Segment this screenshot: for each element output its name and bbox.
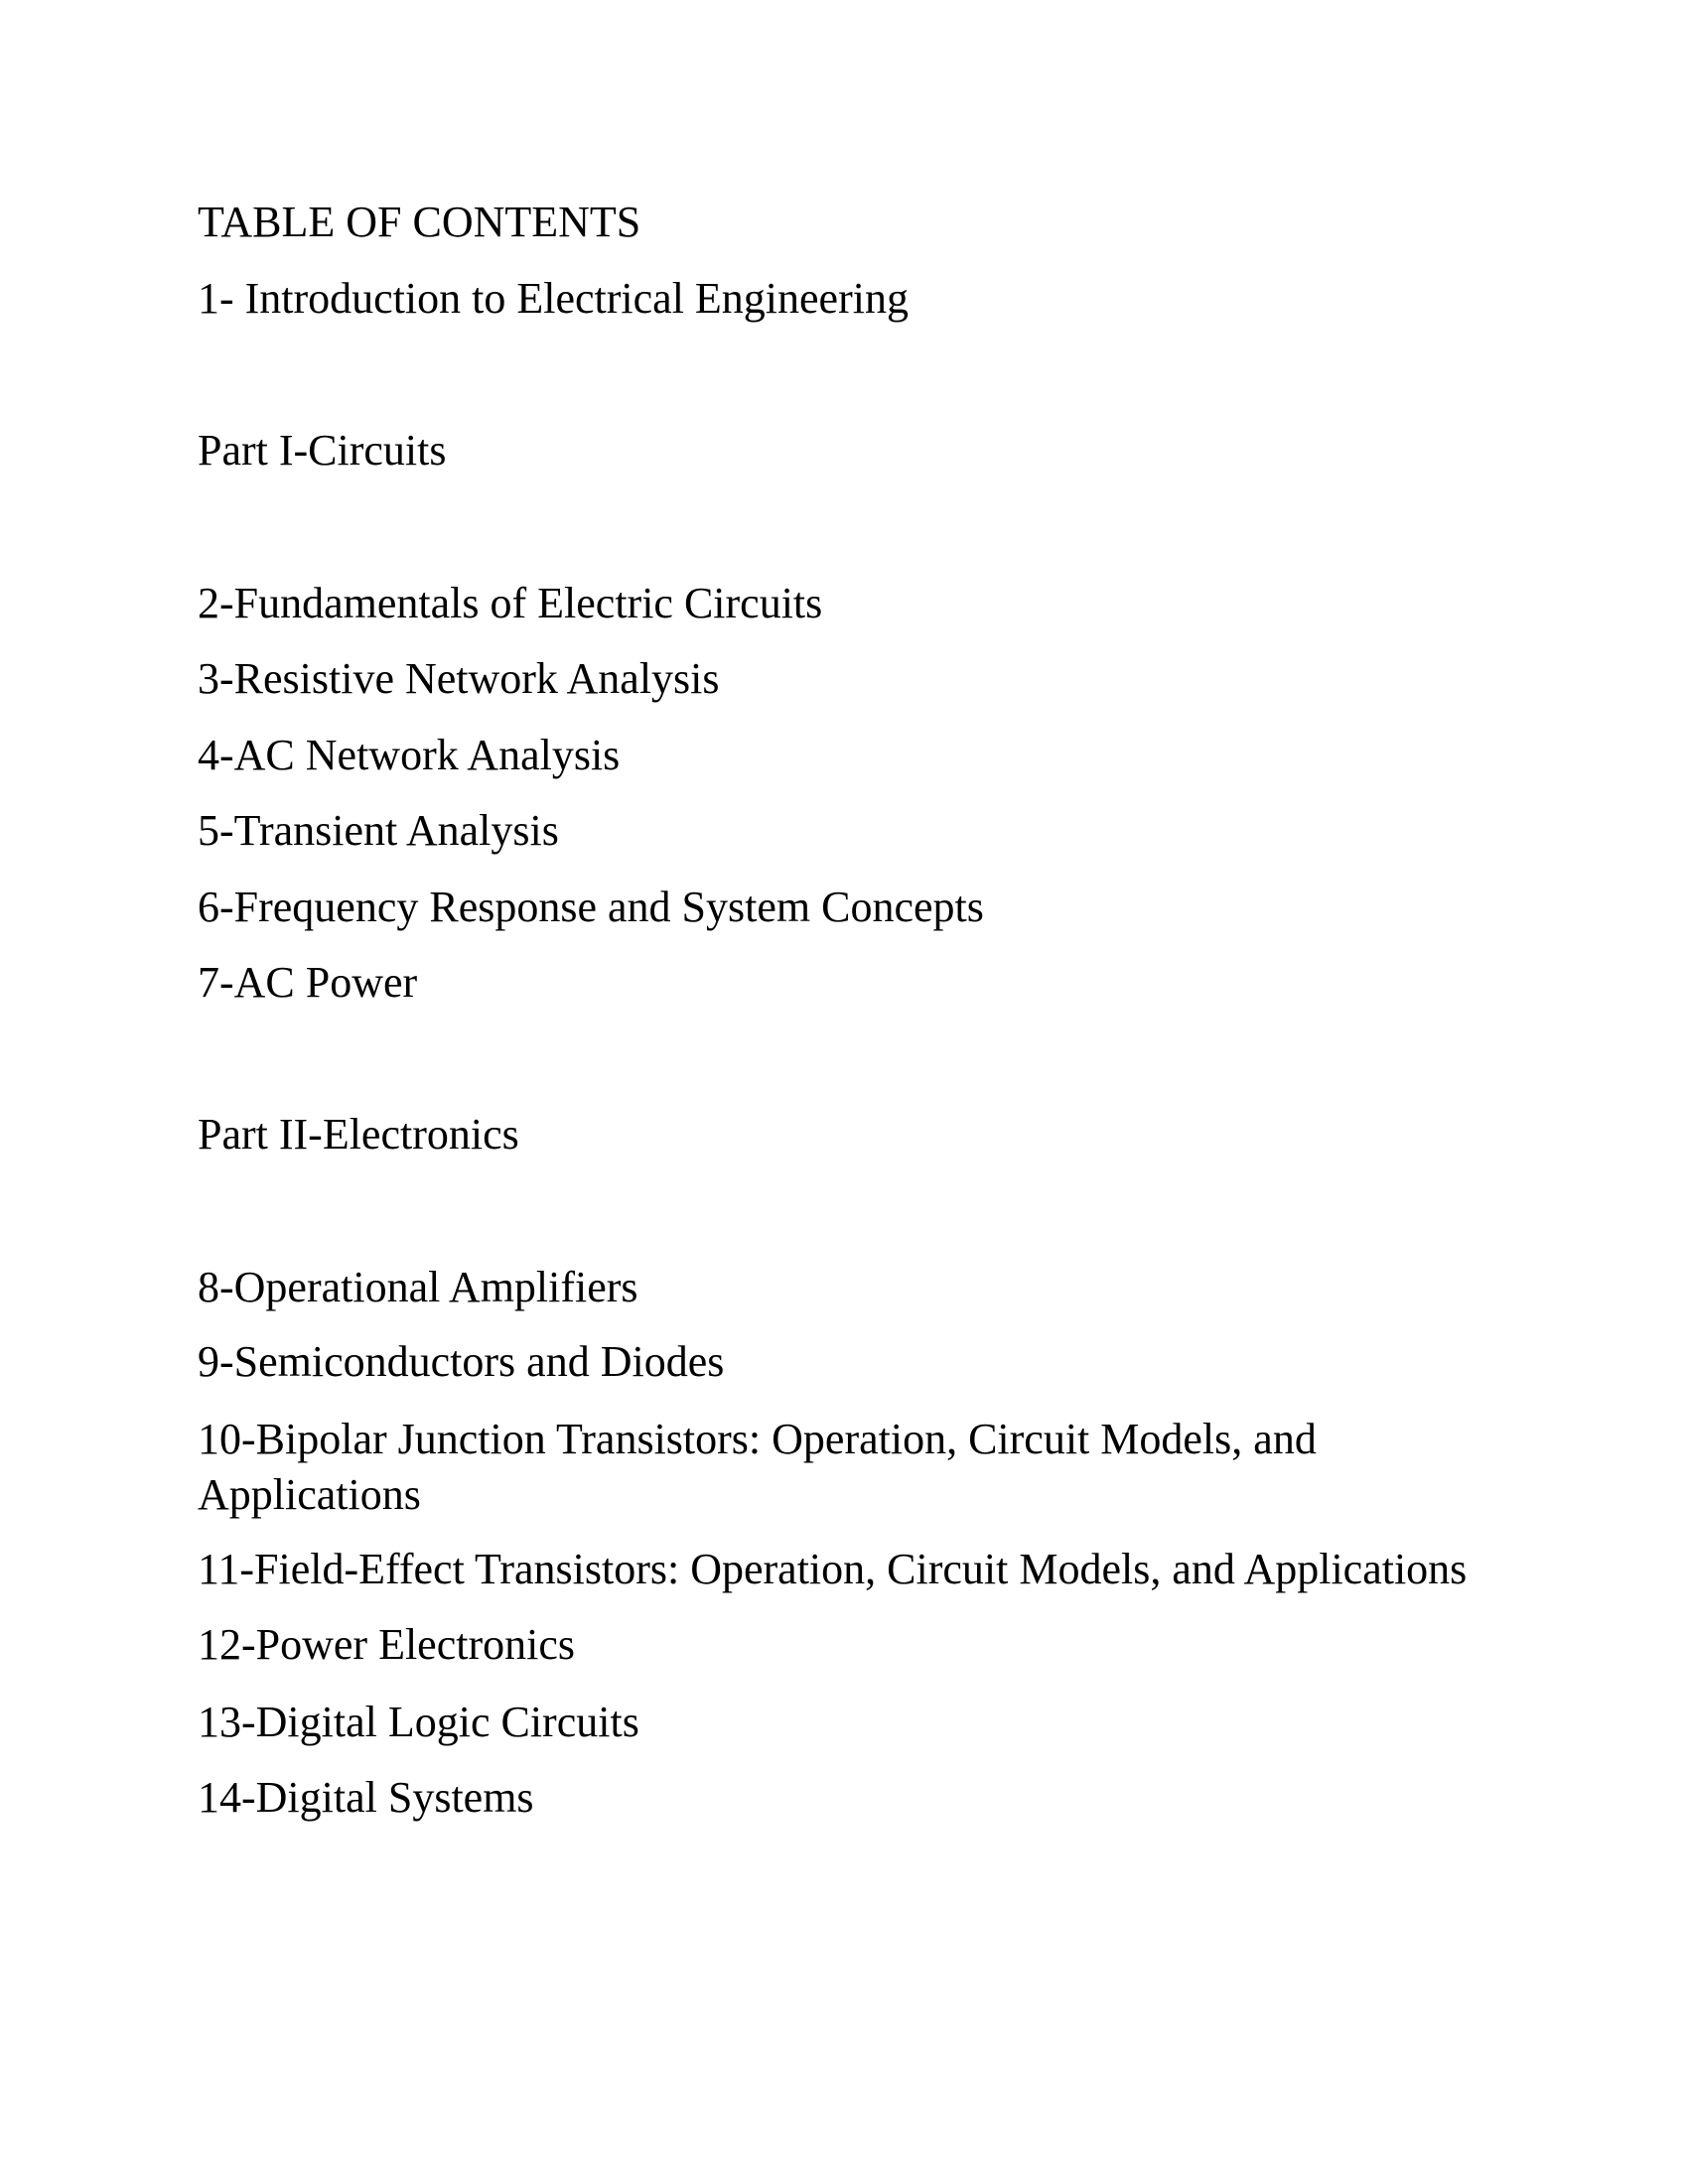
toc-heading: TABLE OF CONTENTS — [198, 198, 641, 246]
chapter-11: 11-Field-Effect Transistors: Operation, Circuit Models, and Applications — [198, 1545, 1468, 1593]
chapter-1: 1- Introduction to Electrical Engineering — [198, 274, 909, 323]
chapter-8: 8-Operational Amplifiers — [198, 1263, 638, 1311]
chapter-14: 14-Digital Systems — [198, 1773, 534, 1822]
chapter-5: 5-Transient Analysis — [198, 806, 559, 855]
chapter-13: 13-Digital Logic Circuits — [198, 1698, 639, 1746]
chapter-6: 6-Frequency Response and System Concepts — [198, 883, 984, 931]
chapter-3: 3-Resistive Network Analysis — [198, 654, 720, 703]
chapter-9: 9-Semiconductors and Diodes — [198, 1337, 725, 1386]
chapter-12: 12-Power Electronics — [198, 1620, 575, 1669]
chapter-10: 10-Bipolar Junction Transistors: Operation, Circuit Models, and — [198, 1415, 1317, 1463]
part-1-heading: Part I-Circuits — [198, 426, 447, 475]
chapter-2: 2-Fundamentals of Electric Circuits — [198, 579, 823, 627]
chapter-7: 7-AC Power — [198, 958, 418, 1007]
part-2-heading: Part II-Electronics — [198, 1110, 519, 1159]
chapter-10-continued: Applications — [198, 1470, 421, 1519]
chapter-4: 4-AC Network Analysis — [198, 731, 621, 779]
